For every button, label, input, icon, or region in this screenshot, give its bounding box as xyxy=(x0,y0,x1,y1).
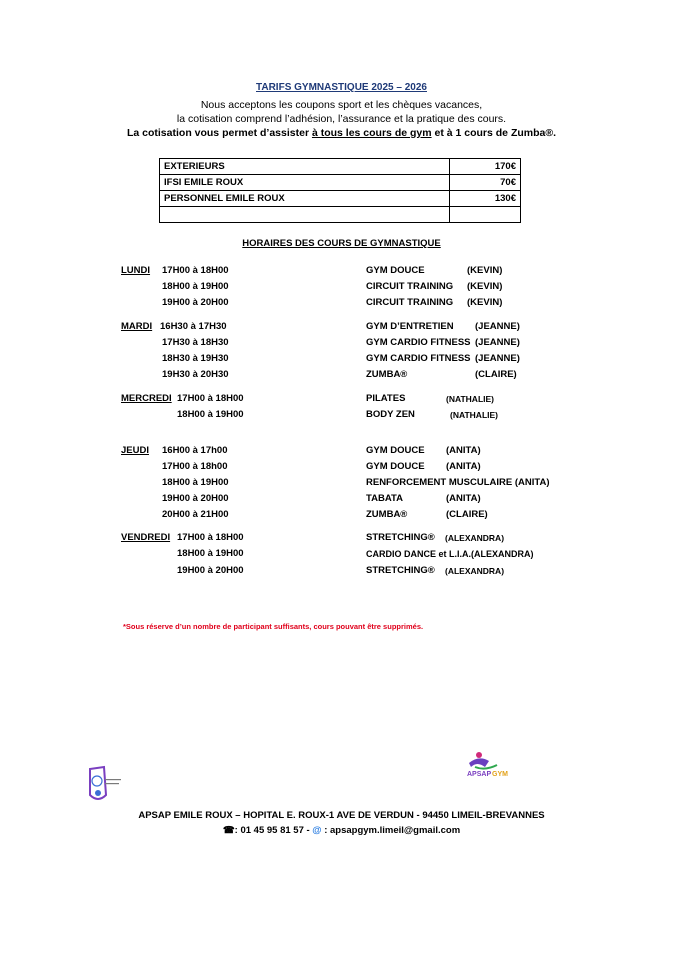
course-name: GYM CARDIO FITNESS xyxy=(366,353,471,364)
schedule-title: HORAIRES DES COURS DE GYMNASTIQUE xyxy=(242,238,441,249)
time-slot: 20H00 à 21H00 xyxy=(162,509,229,520)
coach-name: (JEANNE) xyxy=(475,337,520,348)
coach-name: (ANITA) xyxy=(446,493,481,504)
intro-line-3-underlined: à tous les cours de gym xyxy=(311,127,432,139)
course-name: PILATES xyxy=(366,393,406,404)
apsap-emile-roux-logo xyxy=(84,765,122,803)
time-slot: 17H00 à 18H00 xyxy=(177,532,244,543)
time-slot: 18H30 à 19H30 xyxy=(162,353,229,364)
time-slot: 19H00 à 20H00 xyxy=(162,297,229,308)
course-name: GYM CARDIO FITNESS xyxy=(366,337,471,348)
tarif-label xyxy=(160,207,450,223)
time-slot: 18H00 à 19H00 xyxy=(177,409,244,420)
course-name: CIRCUIT TRAINING xyxy=(366,281,454,292)
svg-text:GYM: GYM xyxy=(492,771,508,778)
time-slot: 16H30 à 17H30 xyxy=(160,321,227,332)
time-slot: 19H00 à 20H00 xyxy=(177,565,244,576)
time-slot: 17H30 à 18H30 xyxy=(162,337,229,348)
tarif-price: 130€ xyxy=(450,191,521,207)
tarif-label: PERSONNEL EMILE ROUX xyxy=(160,191,450,207)
course-name: STRETCHING® xyxy=(366,532,435,543)
course-name: ZUMBA® xyxy=(366,369,408,380)
course-name: STRETCHING® xyxy=(366,565,435,576)
disclaimer-note: *Sous réserve d’un nombre de participant suffisants, cours pouvant être supprimés. xyxy=(123,622,424,631)
coach-name: (KEVIN) xyxy=(467,281,503,292)
day-jeudi: JEUDI xyxy=(121,445,149,456)
coach-name: (CLAIRE) xyxy=(446,509,488,520)
coach-name: (KEVIN) xyxy=(467,297,503,308)
at-icon: @ xyxy=(312,825,322,836)
page-title: TARIFS GYMNASTIQUE 2025 – 2026 xyxy=(256,82,427,93)
intro-line-1: Nous acceptons les coupons sport et les chèques vacances, xyxy=(200,99,483,111)
coach-name: (ALEXANDRA) xyxy=(445,566,505,576)
time-slot: 19H00 à 20H00 xyxy=(162,493,229,504)
tarifs-table xyxy=(159,158,521,223)
course-name: GYM DOUCE xyxy=(366,265,425,276)
coach-name: (ANITA) xyxy=(446,461,481,472)
footer-contact xyxy=(0,825,683,836)
tarif-price: 70€ xyxy=(450,175,521,191)
course-name: TABATA xyxy=(366,493,403,504)
phone-icon: ☎ xyxy=(222,825,235,836)
table-row xyxy=(160,191,521,207)
intro-line-2: la cotisation comprend l’adhésion, l’assurance et la pratique des cours. xyxy=(176,113,507,125)
coach-name: (ALEXANDRA) xyxy=(445,533,505,543)
course-name: GYM DOUCE xyxy=(366,461,425,472)
coach-name: (JEANNE) xyxy=(475,321,520,332)
apsap-gym-logo xyxy=(463,749,511,779)
coach-name: (CLAIRE) xyxy=(475,369,517,380)
intro-line-3-c: et à 1 cours de Zumba®. xyxy=(431,127,557,139)
tarif-label: EXTERIEURS xyxy=(160,159,450,175)
coach-name: (JEANNE) xyxy=(475,353,520,364)
tarif-price: 170€ xyxy=(450,159,521,175)
day-mercredi: MERCREDI xyxy=(121,393,172,404)
time-slot: 19H30 à 20H30 xyxy=(162,369,229,380)
footer-phone: : 01 45 95 81 57 - xyxy=(234,825,313,836)
course-name: GYM D’ENTRETIEN xyxy=(366,321,454,332)
time-slot: 16H00 à 17h00 xyxy=(162,445,228,456)
day-mardi: MARDI xyxy=(121,321,153,332)
course-name: BODY ZEN xyxy=(366,409,415,420)
footer-email[interactable]: : apsapgym.limeil@gmail.com xyxy=(321,825,461,836)
tarif-price xyxy=(450,207,521,223)
table-row xyxy=(160,207,521,223)
coach-name: (NATHALIE) xyxy=(450,410,498,420)
time-slot: 18H00 à 19H00 xyxy=(177,548,244,559)
course-name: CIRCUIT TRAINING xyxy=(366,297,454,308)
intro-line-3 xyxy=(0,127,683,139)
coach-name: (ANITA) xyxy=(446,445,481,456)
table-row xyxy=(160,159,521,175)
course-name: GYM DOUCE xyxy=(366,445,425,456)
intro-line-3-a: La cotisation vous permet d’assister xyxy=(126,127,312,139)
course-name: CARDIO DANCE et L.I.A.(ALEXANDRA) xyxy=(366,549,534,559)
course-name: ZUMBA® xyxy=(366,509,408,520)
footer-address: APSAP EMILE ROUX – HOPITAL E. ROUX-1 AVE DE VERDUN - 94450 LIMEIL-BREVANNES xyxy=(138,810,545,821)
time-slot: 17H00 à 18H00 xyxy=(177,393,244,404)
svg-text:APSAP: APSAP xyxy=(467,771,492,778)
tarif-label: IFSI EMILE ROUX xyxy=(160,175,450,191)
time-slot: 18H00 à 19H00 xyxy=(162,281,229,292)
time-slot: 17H00 à 18H00 xyxy=(162,265,229,276)
coach-name: (KEVIN) xyxy=(467,265,503,276)
day-vendredi: VENDREDI xyxy=(121,532,171,543)
table-row xyxy=(160,175,521,191)
day-lundi: LUNDI xyxy=(121,265,151,276)
course-name: RENFORCEMENT MUSCULAIRE (ANITA) xyxy=(366,477,550,488)
time-slot: 18H00 à 19H00 xyxy=(162,477,229,488)
coach-name: (NATHALIE) xyxy=(446,394,494,404)
time-slot: 17H00 à 18h00 xyxy=(162,461,228,472)
